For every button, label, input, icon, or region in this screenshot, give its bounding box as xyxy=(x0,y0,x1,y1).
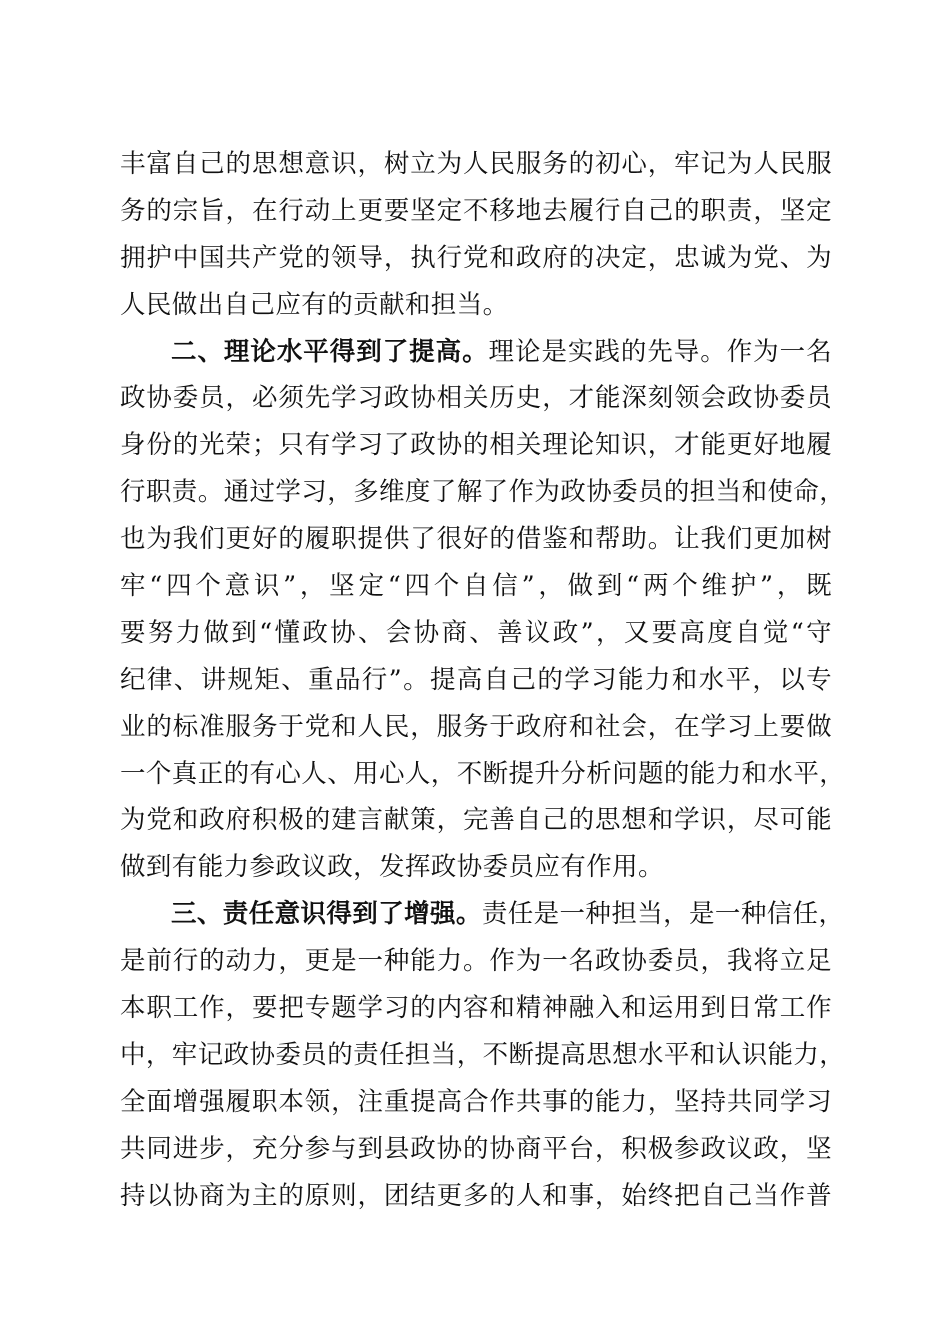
paragraph-line: 为党和政府积极的建言献策，完善自己的思想和学识，尽可能 xyxy=(120,805,832,836)
paragraph-line: 本职工作，要把专题学习的内容和精神融入和运用到日常工作 xyxy=(120,993,832,1024)
paragraph-line: 行职责。通过学习，多维度了解了作为政协委员的担当和使命， xyxy=(120,477,846,508)
paragraph-line: 一个真正的有心人、用心人，不断提升分析问题的能力和水平， xyxy=(120,758,846,789)
paragraph-line: 人民做出自己应有的贡献和担当。 xyxy=(120,289,509,320)
paragraph-1 xyxy=(120,141,832,329)
paragraph-line: 也为我们更好的履职提供了很好的借鉴和帮助。让我们更加树 xyxy=(120,524,832,555)
paragraph-line: 共同进步，充分参与到县政协的协商平台，积极参政议政，坚 xyxy=(120,1133,832,1164)
paragraph-line: 做到有能力参政议政，发挥政协委员应有作用。 xyxy=(120,852,664,883)
section-heading: 三、责任意识得到了增强。 xyxy=(171,899,482,930)
paragraph-line: 业的标准服务于党和人民，服务于政府和社会，在学习上要做 xyxy=(120,711,832,742)
paragraph-text: 理论是实践的先导。作为一名 xyxy=(488,336,832,367)
paragraph-line: 务的宗旨，在行动上更要坚定不移地去履行自己的职责，坚定 xyxy=(120,195,832,226)
paragraph-line: 牢“四个意识”，坚定“四个自信”，做到“两个维护”，既 xyxy=(120,571,832,602)
paragraph-line: 是前行的动力，更是一种能力。作为一名政协委员，我将立足 xyxy=(120,946,832,977)
paragraph-line: 持以协商为主的原则，团结更多的人和事，始终把自己当作普 xyxy=(120,1180,832,1211)
paragraph-line: 拥护中国共产党的领导，执行党和政府的决定，忠诚为党、为 xyxy=(120,242,832,273)
paragraph-first-line xyxy=(120,891,845,938)
paragraph-line: 政协委员，必须先学习政协相关历史，才能深刻领会政协委员 xyxy=(120,383,832,414)
paragraph-line: 丰富自己的思想意识，树立为人民服务的初心，牢记为人民服 xyxy=(120,149,832,179)
paragraph-line: 纪律、讲规矩、重品行”。提高自己的学习能力和水平，以专 xyxy=(120,664,832,695)
paragraph-line: 中，牢记政协委员的责任担当，不断提高思想水平和认识能力， xyxy=(120,1039,846,1070)
document-body xyxy=(120,141,846,1219)
paragraph-first-line xyxy=(120,329,832,376)
paragraph-line: 身份的光荣；只有学习了政协的相关理论知识，才能更好地履 xyxy=(120,430,832,461)
paragraph-line: 要努力做到“懂政协、会协商、善议政”，又要高度自觉“守 xyxy=(120,617,832,648)
paragraph-3 xyxy=(120,891,846,1219)
paragraph-2 xyxy=(120,329,846,892)
paragraph-text: 责任是一种担当，是一种信任， xyxy=(481,899,845,930)
paragraph-line: 全面增强履职本领，注重提高合作共事的能力，坚持共同学习 xyxy=(120,1086,832,1117)
section-heading: 二、理论水平得到了提高。 xyxy=(171,336,489,367)
